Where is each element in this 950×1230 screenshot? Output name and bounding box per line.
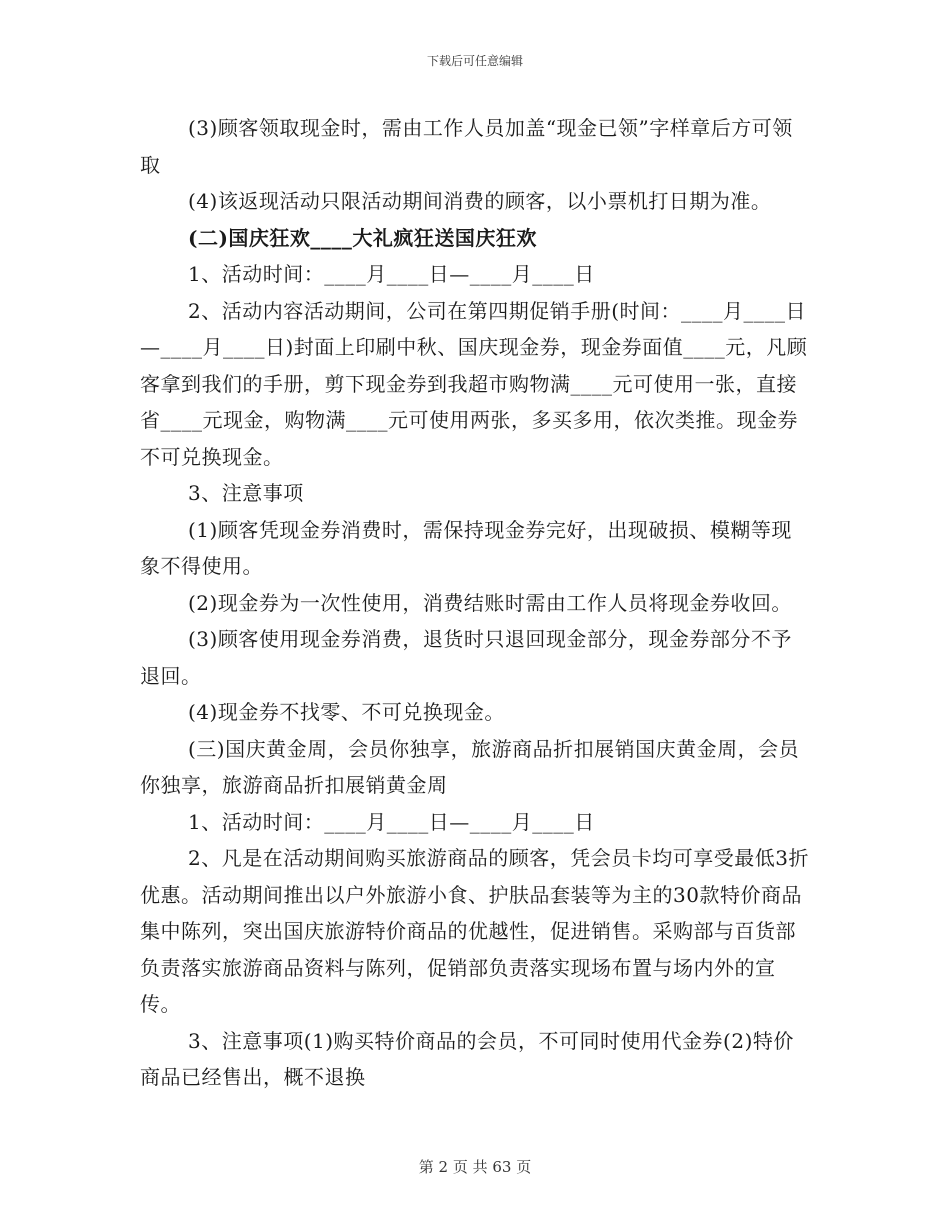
paragraph-golden-week-content: 2、凡是在活动期间购买旅游商品的顾客，凭会员卡均可享受最低3折优惠。活动期间推出以户外旅游小食、护肤品套装等为主的30款特价商品集中陈列，突出国庆旅游特价商品的优越性，促进销售。采购部与百货部负责落实旅游商品资料与陈列，促销部负责落实现场布置与场内外的宣传。 <box>140 846 809 1016</box>
paragraph-activity-time: 1、活动时间：____月____日—____月____日 <box>188 262 595 286</box>
paragraph-note-4: (4)该返现活动只限活动期间消费的顾客，以小票机打日期为准。 <box>188 189 772 213</box>
paragraph-note-3: (3)顾客领取现金时，需由工作人员加盖“现金已领”字样章后方可领取 <box>140 116 793 177</box>
paragraph-golden-week-time: 1、活动时间：____月____日—____月____日 <box>188 809 595 834</box>
paragraph-activity-content: 2、活动内容活动期间，公司在第四期促销手册(时间：____月____日—____月____日)封面上印刷中秋、国庆现金券，现金券面值____元，凡顾客拿到我们的手册，剪下现金券到我超市购物满____元可使用一张，直接省____元现金，购物满____元可使用两张，多买多用，依次类推。现金券不可兑换现金。 <box>140 298 808 469</box>
document-body <box>140 110 812 1096</box>
page-footer: 第 2 页 共 63 页 <box>418 1158 532 1176</box>
section-heading-3: (三)国庆黄金周，会员你独享，旅游商品折扣展销国庆黄金周，会员你独享，旅游商品折扣展销黄金周 <box>140 736 800 797</box>
paragraph-coupon-note-2: (2)现金券为一次性使用，消费结账时需由工作人员将现金券收回。 <box>188 590 792 615</box>
paragraph-golden-week-notes: 3、注意事项(1)购买特价商品的会员，不可同时使用代金券(2)特价商品已经售出，概不退换 <box>140 1028 794 1089</box>
paragraph-notes-heading: 3、注意事项 <box>188 481 304 505</box>
page-header: 下载后可任意编辑 <box>426 54 523 68</box>
section-heading-2: (二)国庆狂欢____大礼疯狂送国庆狂欢 <box>188 225 537 250</box>
paragraph-coupon-note-1: (1)顾客凭现金券消费时，需保持现金券完好，出现破损、模糊等现象不得使用。 <box>140 517 792 578</box>
paragraph-coupon-note-4: (4)现金券不找零、不可兑换现金。 <box>188 700 505 724</box>
paragraph-coupon-note-3: (3)顾客使用现金券消费，退货时只退回现金部分，现金券部分不予退回。 <box>140 627 792 688</box>
